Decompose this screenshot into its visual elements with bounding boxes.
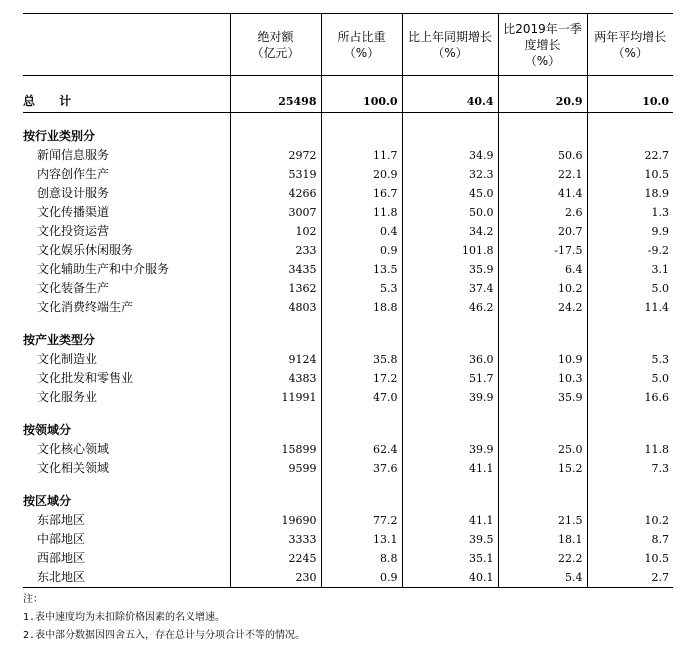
- table-cell: 25.0: [498, 440, 587, 459]
- table-row: [23, 459, 673, 478]
- table-cell: 21.5: [498, 511, 587, 530]
- header-row: [23, 14, 673, 76]
- spacer-cell: [321, 76, 402, 91]
- table-cell: 34.2: [402, 222, 498, 241]
- row-label: 文化装备生产: [37, 281, 110, 295]
- table-cell: 10.9: [498, 350, 587, 369]
- table-cell: 37.6: [321, 459, 402, 478]
- table-row: [23, 203, 673, 222]
- spacer-row: [23, 76, 673, 91]
- section-heading-row: [23, 421, 673, 440]
- spacer-cell: [23, 76, 230, 91]
- table-cell: 9124: [230, 350, 321, 369]
- header-cell: [23, 14, 230, 76]
- spacer-cell: [587, 317, 673, 331]
- section-heading-row: [23, 492, 673, 511]
- table-cell: [498, 127, 587, 146]
- table-cell: 16.7: [321, 184, 402, 203]
- row-label: 西部地区: [37, 551, 86, 565]
- table-cell: 47.0: [321, 388, 402, 407]
- row-label: 按领域分: [23, 423, 72, 437]
- table-cell: [230, 492, 321, 511]
- spacer-cell: [498, 407, 587, 421]
- table-cell: 39.9: [402, 388, 498, 407]
- table-cell: 19690: [230, 511, 321, 530]
- row-label: 内容创作生产: [37, 167, 110, 181]
- spacer-cell: [230, 407, 321, 421]
- table-cell: [321, 492, 402, 511]
- spacer-cell: [23, 317, 230, 331]
- table-cell: -17.5: [498, 241, 587, 260]
- row-label: 文化辅助生产和中介服务: [37, 262, 170, 276]
- row-label: 文化制造业: [37, 352, 98, 366]
- spacer-cell: [230, 76, 321, 91]
- table-cell: 22.7: [587, 146, 673, 165]
- header-cell: 比上年同期增长 （%）: [402, 14, 498, 76]
- table-cell: 37.4: [402, 279, 498, 298]
- row-label: 文化批发和零售业: [37, 371, 134, 385]
- row-label: 文化传播渠道: [37, 205, 110, 219]
- table-row: [23, 369, 673, 388]
- table-cell: [402, 127, 498, 146]
- table-cell: 41.1: [402, 459, 498, 478]
- table-cell: 34.9: [402, 146, 498, 165]
- spacer-cell: [498, 76, 587, 91]
- table-body: [23, 76, 673, 588]
- table-cell: 77.2: [321, 511, 402, 530]
- spacer-cell: [498, 478, 587, 492]
- row-label: 文化娱乐休闲服务: [37, 243, 134, 257]
- table-row: [23, 260, 673, 279]
- spacer-cell: [402, 478, 498, 492]
- table-cell: 39.9: [402, 440, 498, 459]
- table-cell: 36.0: [402, 350, 498, 369]
- table-cell: [321, 421, 402, 440]
- table-cell: 2.6: [498, 203, 587, 222]
- table-cell: 5319: [230, 165, 321, 184]
- row-label: 创意设计服务: [37, 186, 110, 200]
- spacer-row: [23, 478, 673, 492]
- table-cell: 39.5: [402, 530, 498, 549]
- table-cell: [230, 127, 321, 146]
- row-label: 按区域分: [23, 494, 72, 508]
- table-cell: 3333: [230, 530, 321, 549]
- table-cell: 20.9: [321, 165, 402, 184]
- table-row: [23, 350, 673, 369]
- table-row: [23, 146, 673, 165]
- table-cell: 9599: [230, 459, 321, 478]
- table-cell: 5.0: [587, 279, 673, 298]
- table-row: [23, 549, 673, 568]
- table-cell: [498, 331, 587, 350]
- table-cell: 20.7: [498, 222, 587, 241]
- table-cell: 6.4: [498, 260, 587, 279]
- table-cell: [498, 492, 587, 511]
- table-cell: 11.8: [321, 203, 402, 222]
- table-row: [23, 279, 673, 298]
- table-cell: 41.1: [402, 511, 498, 530]
- table-cell: 32.3: [402, 165, 498, 184]
- table-cell: 0.9: [321, 241, 402, 260]
- spacer-cell: [587, 113, 673, 128]
- table-cell: 18.1: [498, 530, 587, 549]
- table-cell: [587, 492, 673, 511]
- table-cell: 35.9: [498, 388, 587, 407]
- table-cell: 3.1: [587, 260, 673, 279]
- table-cell: 11.8: [587, 440, 673, 459]
- table-cell: 40.1: [402, 568, 498, 588]
- spacer-cell: [321, 407, 402, 421]
- table-cell: 35.8: [321, 350, 402, 369]
- table-cell: 24.2: [498, 298, 587, 317]
- table-cell: 101.8: [402, 241, 498, 260]
- table-cell: 10.5: [587, 549, 673, 568]
- row-label: 文化投资运营: [37, 224, 110, 238]
- table-cell: 230: [230, 568, 321, 588]
- table-cell: [402, 421, 498, 440]
- table-cell: 22.1: [498, 165, 587, 184]
- table-cell: 35.1: [402, 549, 498, 568]
- spacer-cell: [587, 407, 673, 421]
- table-cell: 5.4: [498, 568, 587, 588]
- table-row: [23, 568, 673, 588]
- spacer-cell: [23, 407, 230, 421]
- spacer-cell: [587, 76, 673, 91]
- spacer-cell: [402, 113, 498, 128]
- table-cell: 4383: [230, 369, 321, 388]
- table-row: [23, 388, 673, 407]
- row-label: 文化相关领域: [37, 461, 110, 475]
- table-cell: [230, 421, 321, 440]
- table-cell: 35.9: [402, 260, 498, 279]
- table-cell: [498, 421, 587, 440]
- table-cell: 5.3: [587, 350, 673, 369]
- table-cell: 7.3: [587, 459, 673, 478]
- table-cell: 4803: [230, 298, 321, 317]
- table-row: [23, 530, 673, 549]
- spacer-cell: [321, 113, 402, 128]
- table-row: [23, 222, 673, 241]
- table-cell: 3435: [230, 260, 321, 279]
- spacer-cell: [402, 76, 498, 91]
- table-cell: 4266: [230, 184, 321, 203]
- table-cell: 10.2: [498, 279, 587, 298]
- row-label: 总 计: [23, 90, 230, 113]
- table-cell: -9.2: [587, 241, 673, 260]
- spacer-cell: [402, 317, 498, 331]
- table-cell: [587, 331, 673, 350]
- table-cell: 11991: [230, 388, 321, 407]
- table-cell: 15899: [230, 440, 321, 459]
- table-cell: [402, 331, 498, 350]
- table-cell: 2245: [230, 549, 321, 568]
- spacer-cell: [498, 113, 587, 128]
- table-cell: 18.9: [587, 184, 673, 203]
- spacer-cell: [230, 478, 321, 492]
- table-cell: 50.6: [498, 146, 587, 165]
- table-cell: [321, 331, 402, 350]
- table-cell: 13.5: [321, 260, 402, 279]
- table-cell: 8.7: [587, 530, 673, 549]
- table-row: [23, 184, 673, 203]
- section-heading-row: [23, 331, 673, 350]
- table-cell: 2.7: [587, 568, 673, 588]
- table-cell: 1.3: [587, 203, 673, 222]
- spacer-cell: [23, 113, 230, 128]
- footnote-title: 注：: [23, 594, 43, 605]
- header-cell: 绝对额 （亿元）: [230, 14, 321, 76]
- table-cell: 16.6: [587, 388, 673, 407]
- spacer-cell: [321, 317, 402, 331]
- spacer-row: [23, 317, 673, 331]
- spacer-cell: [402, 407, 498, 421]
- table-cell: 0.4: [321, 222, 402, 241]
- table-cell: 10.0: [587, 90, 673, 113]
- table-cell: 102: [230, 222, 321, 241]
- table-cell: 62.4: [321, 440, 402, 459]
- table-cell: 25498: [230, 90, 321, 113]
- row-label: 文化服务业: [37, 390, 98, 404]
- table-cell: 50.0: [402, 203, 498, 222]
- table-cell: 233: [230, 241, 321, 260]
- spacer-row: [23, 113, 673, 128]
- table-cell: [321, 127, 402, 146]
- spacer-cell: [587, 478, 673, 492]
- table-cell: 0.9: [321, 568, 402, 588]
- table-cell: 5.0: [587, 369, 673, 388]
- table-cell: 9.9: [587, 222, 673, 241]
- footnotes: [23, 591, 305, 645]
- row-label: 东部地区: [37, 513, 86, 527]
- table-row: [23, 440, 673, 459]
- table-cell: 18.8: [321, 298, 402, 317]
- spacer-row: [23, 407, 673, 421]
- spacer-cell: [498, 317, 587, 331]
- total-row: [23, 90, 673, 113]
- row-label: 按产业类型分: [23, 333, 96, 347]
- table-cell: 3007: [230, 203, 321, 222]
- table-cell: 22.2: [498, 549, 587, 568]
- table-cell: 41.4: [498, 184, 587, 203]
- section-heading-row: [23, 127, 673, 146]
- header-cell: 比2019年一季度增长 （%）: [498, 14, 587, 76]
- row-label: 东北地区: [23, 568, 230, 588]
- table-cell: [587, 421, 673, 440]
- spacer-cell: [23, 478, 230, 492]
- table-cell: 51.7: [402, 369, 498, 388]
- table-cell: 45.0: [402, 184, 498, 203]
- table-cell: 10.3: [498, 369, 587, 388]
- table-cell: [587, 127, 673, 146]
- table-cell: 15.2: [498, 459, 587, 478]
- table-cell: 5.3: [321, 279, 402, 298]
- footnote-item: 1.表中速度均为未扣除价格因素的名义增速。: [23, 612, 226, 623]
- table-cell: 10.2: [587, 511, 673, 530]
- table-cell: [402, 492, 498, 511]
- table-cell: 11.7: [321, 146, 402, 165]
- data-table: [23, 13, 673, 588]
- table-cell: [230, 331, 321, 350]
- spacer-cell: [321, 478, 402, 492]
- table-cell: 20.9: [498, 90, 587, 113]
- row-label: 文化消费终端生产: [37, 300, 134, 314]
- table-cell: 46.2: [402, 298, 498, 317]
- table-cell: 10.5: [587, 165, 673, 184]
- table-cell: 40.4: [402, 90, 498, 113]
- spacer-cell: [230, 113, 321, 128]
- row-label: 按行业类别分: [23, 129, 96, 143]
- table-row: [23, 511, 673, 530]
- table-row: [23, 298, 673, 317]
- spacer-cell: [230, 317, 321, 331]
- row-label: 新闻信息服务: [37, 148, 110, 162]
- row-label: 文化核心领域: [37, 442, 110, 456]
- header-cell: 所占比重 （%）: [321, 14, 402, 76]
- table-cell: 1362: [230, 279, 321, 298]
- table-cell: 13.1: [321, 530, 402, 549]
- table-cell: 17.2: [321, 369, 402, 388]
- table-cell: 8.8: [321, 549, 402, 568]
- row-label: 中部地区: [37, 532, 86, 546]
- table-cell: 11.4: [587, 298, 673, 317]
- table-row: [23, 241, 673, 260]
- table-cell: 2972: [230, 146, 321, 165]
- footnote-item: 2.表中部分数据因四舍五入，存在总计与分项合计不等的情况。: [23, 630, 306, 641]
- table-cell: 100.0: [321, 90, 402, 113]
- table-row: [23, 165, 673, 184]
- header-cell: 两年平均增长 （%）: [587, 14, 673, 76]
